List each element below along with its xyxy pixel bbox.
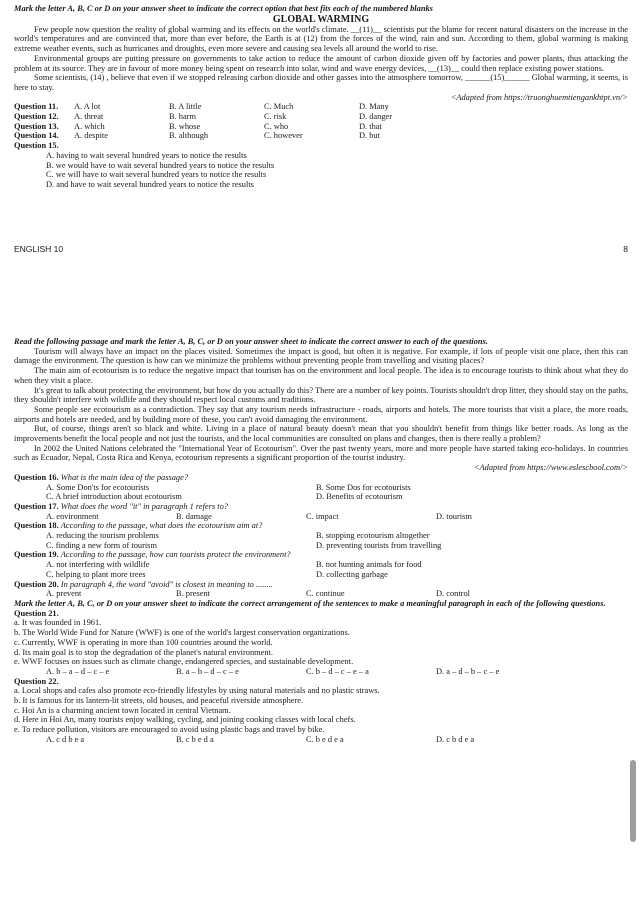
sentence-line: d. Its main goal is to stop the degradation of the planet's natural environment.	[14, 647, 273, 657]
scrollbar-thumb[interactable]	[630, 760, 636, 842]
option-b[interactable]: B. a – b – d – c – e	[176, 666, 239, 676]
option-a[interactable]: A. Some Don'ts for ecotourists	[46, 482, 150, 492]
footer-page-number: 8	[623, 244, 628, 254]
question-label: Question 11.	[14, 102, 59, 112]
option-c[interactable]: C. impact	[306, 511, 339, 521]
option-c[interactable]: C. A brief introduction about ecotourism	[46, 492, 182, 502]
option-a[interactable]: A. b – a – d – c – e	[46, 666, 110, 676]
option-d[interactable]: D. tourism	[436, 511, 472, 521]
sentence-line: a. Local shops and cafes also promote eco-friendly lifestyles by using natural materials and no plastic straws.	[14, 686, 380, 696]
option-b[interactable]: B. harm	[169, 112, 196, 122]
passage-paragraph: Tourism will always have an impact on the places visited. Sometimes the impact is good, but often it is negative. For example, if lots of people visit one place, then this can damage the environment. The question is how can we minimize the problems without preventing people from travelling and visiting places?	[14, 346, 628, 366]
question-label: Question 14.	[14, 131, 59, 141]
option-a[interactable]: A. not interfering with wildlife	[46, 560, 150, 570]
question-18	[14, 521, 628, 531]
sentence-line: c. Hoi An is a charming ancient town located in central Vietnam.	[14, 705, 231, 715]
page-1	[0, 0, 644, 257]
option-a[interactable]: A. despite	[74, 131, 108, 141]
option-b[interactable]: B. whose	[169, 121, 201, 131]
question-label: Question 18.	[14, 521, 59, 531]
passage-paragraph: In 2002 the United Nations celebrated the "International Year of Ecotourism". Over the past twenty years, more and more people have started taking eco-holidays. In countries such as Ecuador, Nepal, Costa Rica and Kenya, ecotourism represents a significant proportion of the tourist industry.	[14, 443, 628, 463]
option-d[interactable]: D. a – d – b – c – e	[436, 666, 500, 676]
page-2	[0, 327, 644, 901]
sentence-line: b. The World Wide Fund for Nature (WWF) is one of the world's largest conservation organizations.	[14, 628, 350, 638]
question-19	[14, 550, 628, 560]
option-b[interactable]: B. present	[176, 589, 210, 599]
option-b[interactable]: B. A little	[169, 102, 202, 112]
option-d[interactable]: D. collecting garbage	[316, 569, 388, 579]
reading-instruction: Read the following passage and mark the letter A, B, C, or D on your answer sheet to indicate the correct answer to each of the questions.	[14, 337, 488, 346]
passage-paragraph: Environmental groups are putting pressure on governments to take action to reduce the amount of carbon dioxide given off by factories and power plants, thus attacking the problem at its source. They are in favour of more money being spent on research into solar, wind and wave energy devices, __(13)__ could then replace existing power stations.	[14, 53, 628, 73]
source-citation: <Adapted from https://www.eslescbool.com/>	[473, 463, 628, 473]
option-c[interactable]: C. helping to plant more trees	[46, 569, 146, 579]
passage-paragraph: Few people now question the reality of global warming and its effects on the world's climate. __(11)__ scientists put the blame for recent natural disasters on the increase in the world's temperatures and are convinced that, more than ever before, the Earth is at (12) from the forces of the wind, rain and sun. According to them, global warming is making extreme weather events, such as hurricanes and droughts, even more severe and causing sea levels all around the world to rise.	[14, 24, 628, 54]
footer-subject: ENGLISH 10	[14, 244, 64, 254]
options-row	[14, 667, 628, 677]
question-text: According to the passage, what does the ecotourism aim at?	[60, 521, 263, 531]
question-text: What does the word "it" in paragraph 1 refers to?	[60, 501, 228, 511]
option-c[interactable]: C. b e d e a	[306, 734, 344, 744]
question-label: Question 12.	[14, 112, 59, 122]
option-d[interactable]: D. Many	[359, 102, 389, 112]
question-text: According to the passage, how can tourists protect the environment?	[60, 550, 291, 560]
question-text: What is the main idea of the passage?	[60, 472, 189, 482]
option-d[interactable]: D. Benefits of ecotourism	[316, 492, 403, 502]
question-13	[14, 122, 628, 132]
option-a[interactable]: A. reducing the tourism problems	[46, 531, 159, 541]
cloze-instruction: Mark the letter A, B, C or D on your answer sheet to indicate the correct option that best fits each of the numbered blanks	[14, 4, 433, 13]
option-d[interactable]: D. and have to wait several hundred years to notice the results	[46, 179, 254, 189]
passage-paragraph: It's great to talk about protecting the environment, but how do you actually do this? There are a number of key points. Tourists shouldn't drop litter, they should stay on the paths, they shouldn't interfere with wildlife and they should respect local customs and traditions.	[14, 385, 628, 405]
question-17	[14, 502, 628, 512]
options-row	[14, 541, 628, 551]
sentence-line: d. Here in Hoi An, many tourists enjoy walking, cycling, and joining cooking classes with local chefs.	[14, 715, 356, 725]
arrangement-instruction: Mark the letter A, B, C, or D on your answer sheet to indicate the correct arrangement of the sentences to make a meaningful paragraph in each of the following questions.	[14, 598, 606, 608]
page-gap	[0, 257, 644, 327]
option-c[interactable]: C. b – d – c – e – a	[306, 666, 369, 676]
option-c[interactable]: C. risk	[264, 112, 287, 122]
option-b[interactable]: B. we would have to wait several hundred years to notice the results	[46, 160, 275, 170]
sentence-line: e. To reduce pollution, visitors are encouraged to avoid using plastic bags and travel by bike.	[14, 725, 325, 735]
question-label: Question 17.	[14, 501, 59, 511]
passage-paragraph: The main aim of ecotourism is to reduce the negative impact that tourism has on the environment and local people. The idea is to encourage tourists to think about what they do when they visit a place.	[14, 366, 628, 385]
sentence-line: a. It was founded in 1961.	[14, 618, 102, 628]
question-20	[14, 580, 628, 590]
question-label: Question 16.	[14, 472, 59, 482]
option-d[interactable]: D. that	[359, 121, 382, 131]
option-c[interactable]: C. continue	[306, 589, 345, 599]
question-21-label: Question 21.	[14, 608, 59, 618]
options-row	[14, 492, 628, 502]
option-c[interactable]: C. we will have to wait several hundred years to notice the results	[46, 170, 267, 180]
options-row	[14, 570, 628, 580]
option-b[interactable]: B. stopping ecotourism altogether	[316, 531, 430, 541]
page-footer	[14, 244, 628, 254]
option-b[interactable]: B. Some Dos for ecotourists	[316, 482, 411, 492]
question-label: Question 19.	[14, 550, 59, 560]
option-d[interactable]: D. c b d e a	[436, 734, 475, 744]
option-d[interactable]: D. preventing tourists from travelling	[316, 540, 442, 550]
sentence-line: c. Currently, WWF is operating in more than 100 countries around the world.	[14, 637, 273, 647]
passage-paragraph: But, of course, things aren't so black and white. Living in a place of natural beauty doesn't mean that you shouldn't benefit from things like better roads. As long as the improvements benefit the local people and not just the tourists, and the local communities are consulted on plans and changes, then is there really a problem?	[14, 424, 628, 444]
options-row	[14, 483, 628, 493]
question-text: In paragraph 4, the word "avoid" is closest in meaning to ........	[60, 579, 273, 589]
options-row	[14, 531, 628, 541]
passage-paragraph: Some scientists, (14) , believe that even if we stopped releasing carbon dioxide and other gasses into the atmosphere tomorrow, ______(15)______ Global warming, it seems, is here to stay.	[14, 73, 628, 92]
option-c[interactable]: C. Much	[264, 102, 294, 112]
page-2-content	[14, 337, 628, 745]
option-a[interactable]: A. prevent	[46, 589, 82, 599]
options-row	[14, 735, 628, 745]
question-label: Question 13.	[14, 121, 59, 131]
options-row	[14, 589, 628, 599]
option-b[interactable]: B. c b e d a	[176, 734, 214, 744]
passage-title: GLOBAL WARMING	[272, 13, 370, 25]
options-row	[14, 512, 628, 522]
option-a[interactable]: A. having to wait several hundred years to notice the results	[46, 150, 247, 160]
question-15-label: Question 15.	[14, 141, 59, 151]
source-citation: <Adapted from https://truonghuemtiengankhtpt.vn/>	[450, 92, 628, 102]
sentence-line: b. It is famous for its lantern-lit streets, old houses, and peaceful riverside atmosphere.	[14, 696, 304, 706]
option-a[interactable]: A. which	[74, 121, 105, 131]
passage-paragraph: Some people see ecotourism as a contradiction. They say that any tourism needs infrastructure - roads, airports and hotels. The more tourists that visit a place, the more roads, airports and hotels are needed, and by building more of these, you can't avoid damaging the environment.	[14, 404, 628, 424]
page-1-content	[14, 4, 628, 190]
option-a[interactable]: A. c d b e a	[46, 734, 85, 744]
option-b[interactable]: B. although	[169, 131, 209, 141]
sentence-line: e. WWF focuses on issues such as climate change, endangered species, and sustainable development.	[14, 657, 354, 667]
question-label: Question 20.	[14, 579, 59, 589]
option-c[interactable]: C. however	[264, 131, 303, 141]
option-c[interactable]: C. finding a new form of tourism	[46, 540, 157, 550]
option-a[interactable]: A. A lot	[74, 102, 101, 112]
option-b[interactable]: B. not hunting animals for food	[316, 560, 422, 570]
question-12	[14, 112, 628, 122]
option-d[interactable]: D. control	[436, 589, 470, 599]
option-c[interactable]: C. who	[264, 121, 289, 131]
option-d[interactable]: D. but	[359, 131, 380, 141]
question-22-label: Question 22.	[14, 676, 59, 686]
option-a[interactable]: A. threat	[74, 112, 104, 122]
option-b[interactable]: B. damage	[176, 511, 212, 521]
question-16	[14, 473, 628, 483]
question-14	[14, 131, 628, 141]
options-row	[14, 560, 628, 570]
option-d[interactable]: D. danger	[359, 112, 393, 122]
option-a[interactable]: A. environment	[46, 511, 99, 521]
question-11	[14, 102, 628, 112]
